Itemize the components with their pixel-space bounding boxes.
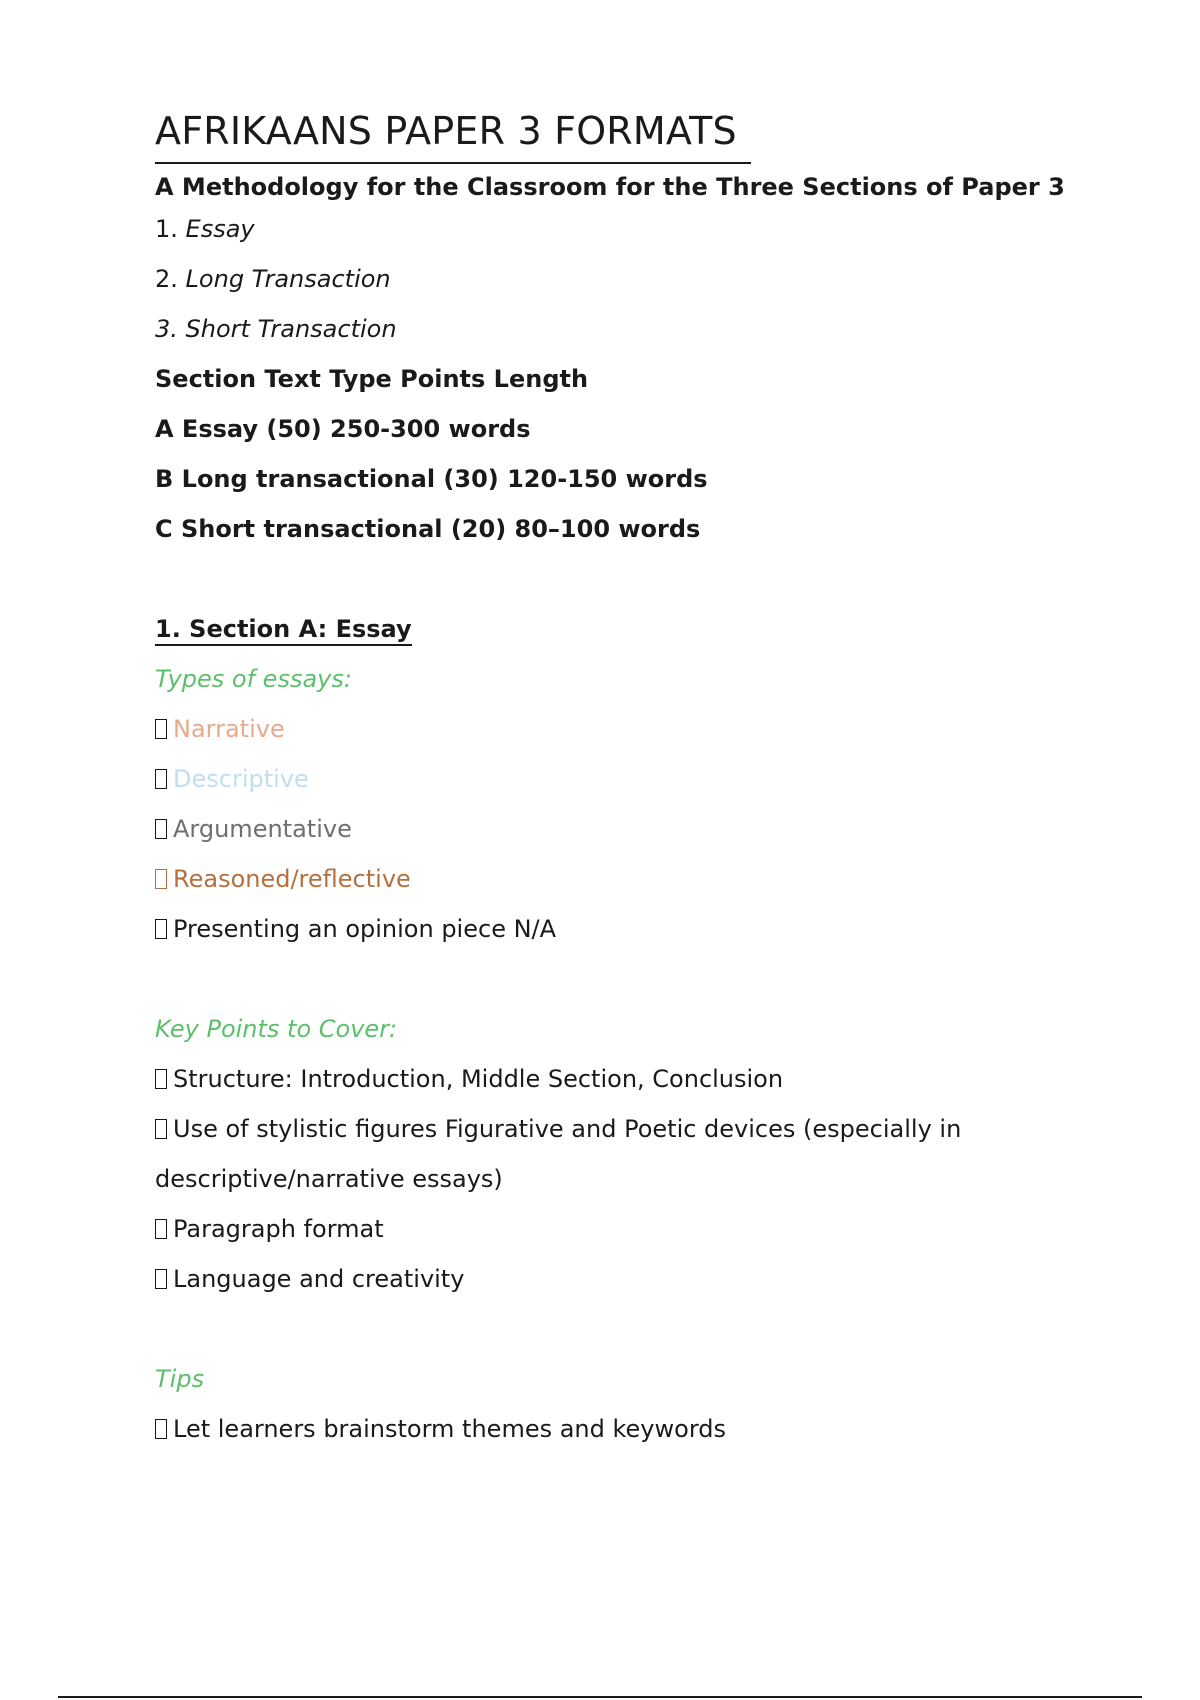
essay-type-text: Argumentative — [173, 815, 352, 843]
key-point-text: Paragraph format — [173, 1215, 384, 1243]
key-point-item — [155, 1054, 1085, 1104]
spacer — [155, 954, 1085, 1004]
table-header: Section Text Type Points Length — [155, 365, 589, 393]
bullet-box-icon — [155, 819, 167, 839]
essay-type-text: Narrative — [173, 715, 285, 743]
table-row: B Long transactional (30) 120-150 words — [155, 465, 708, 493]
key-point-text: Structure: Introduction, Middle Section, Conclusion — [173, 1065, 784, 1093]
bullet-box-icon — [155, 769, 167, 789]
key-point-text: Use of stylistic figures Figurative and Poetic devices (especially in descriptive/narrative essays) — [155, 1115, 962, 1193]
essay-type-text: Descriptive — [173, 765, 309, 793]
sections-list-label: Short Transaction — [185, 315, 397, 343]
bullet-box-icon — [155, 1419, 167, 1439]
bullet-box-icon — [155, 1119, 167, 1139]
key-point-text: Language and creativity — [173, 1265, 465, 1293]
essay-type-item — [155, 804, 1085, 854]
document-title: AFRIKAANS PAPER 3 FORMATS — [155, 100, 751, 164]
table-row: A Essay (50) 250-300 words — [155, 415, 531, 443]
essay-type-item — [155, 904, 1085, 954]
table-row: C Short transactional (20) 80–100 words — [155, 515, 701, 543]
bullet-box-icon — [155, 1219, 167, 1239]
essay-type-text: Presenting an opinion piece N/A — [173, 915, 557, 943]
sections-list-item — [155, 304, 1085, 354]
tip-text: Let learners brainstorm themes and keywords — [173, 1415, 727, 1443]
tips-label: Tips — [155, 1365, 205, 1393]
sections-list-label: Essay — [185, 215, 255, 243]
sections-list-number: 3. — [155, 315, 178, 343]
document-subtitle: A Methodology for the Classroom for the Three Sections of Paper 3 — [155, 173, 1065, 201]
key-points-label: Key Points to Cover: — [155, 1015, 398, 1043]
bullet-box-icon — [155, 719, 167, 739]
sections-list-item — [155, 254, 1085, 304]
spacer — [155, 554, 1085, 604]
bullet-box-icon — [155, 869, 167, 889]
essay-type-item — [155, 854, 1085, 904]
essay-type-text: Reasoned/reflective — [173, 865, 411, 893]
section-a-heading-text: 1. Section A: Essay — [155, 615, 412, 646]
bullet-box-icon — [155, 1269, 167, 1289]
section-a-heading — [155, 604, 1085, 654]
key-point-item — [155, 1104, 1085, 1204]
spacer — [155, 1304, 1085, 1354]
bullet-box-icon — [155, 1069, 167, 1089]
bullet-box-icon — [155, 919, 167, 939]
key-point-item — [155, 1204, 1085, 1254]
essay-type-item — [155, 704, 1085, 754]
sections-list-label: Long Transaction — [185, 265, 391, 293]
sections-list-number: 2. — [155, 265, 178, 293]
sections-list-number: 1. — [155, 215, 178, 243]
key-point-item — [155, 1254, 1085, 1304]
types-of-essays-label: Types of essays: — [155, 665, 352, 693]
tip-item — [155, 1404, 1085, 1454]
page-bottom-rule — [58, 1696, 1142, 1698]
document-content — [155, 100, 1085, 1454]
essay-type-item — [155, 754, 1085, 804]
sections-list-item — [155, 204, 1085, 254]
